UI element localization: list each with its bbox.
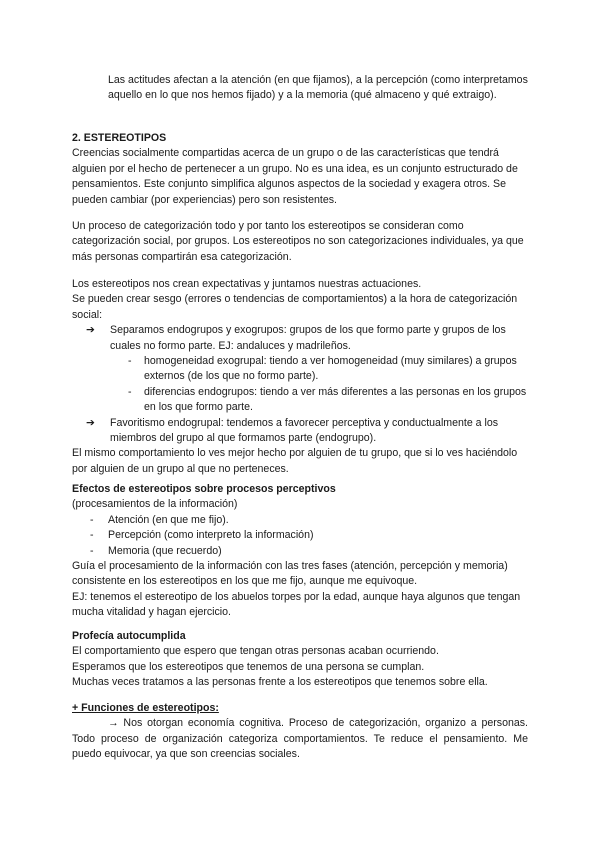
- paragraph: El comportamiento que espero que tengan otras personas acaban ocurriendo.: [72, 645, 439, 658]
- paragraph: Creencias socialmente compartidas acerca de un grupo o de las características que tendrá alguien por el hecho de pertenecer a un grupo. No es una idea, es un conjunto estructurado de pensamientos. Este conjunto simplifica algunos aspectos de la sociedad y exagera otros. Se pueden cambiar (por experiencias) pero son resistentes.: [72, 147, 518, 206]
- list-item-text: Atención (en que me fijo).: [108, 513, 229, 526]
- dash-bullet-icon: -: [90, 513, 94, 526]
- effects-block: [72, 482, 528, 621]
- list-item: [72, 354, 528, 385]
- paragraph: → Nos otorgan economía cognitiva. Proceso de categorización, organizo a personas. Todo proceso de organización categoriza comportamientos. Te reduce el pensamiento. Me puedo equivocar, ya que son creencias sociales.: [72, 717, 528, 761]
- paragraph: Un proceso de categorización todo y por tanto los estereotipos se consideran como categorización social, por grupos. Los estereotipos no son categorizaciones individuales, ya que más personas compartirán esa categorización.: [72, 220, 524, 263]
- subheading-note: (procesamientos de la información): [72, 498, 238, 511]
- section-estereotipos: [72, 131, 528, 208]
- subsection-heading: + Funciones de estereotipos:: [72, 702, 219, 714]
- list-item: [72, 513, 528, 528]
- list-item: [72, 385, 528, 416]
- arrow-bullet-icon: ➔: [86, 416, 95, 429]
- dash-bullet-icon: -: [128, 355, 132, 368]
- functions-block: [72, 701, 528, 763]
- list-item-text: Favoritismo endogrupal: tendemos a favorecer perceptiva y conductualmente a los miembros del grupo al que formamos parte (endogrupo).: [110, 416, 499, 445]
- paragraph: Se pueden crear sesgo (errores o tendencias de comportamientos) a la hora de categorización social:: [72, 293, 518, 321]
- list-item-text: Percepción (como interpreto la información): [108, 529, 314, 542]
- intro-paragraph: Las actitudes afectan a la atención (en que fijamos), a la percepción (como interpretamos aquello en lo que nos hemos fijado) y a la memoria (qué almaceno y qué extraigo).: [108, 74, 528, 102]
- paragraph: Esperamos que los estereotipos que tenemos de una persona se cumplan.: [72, 660, 425, 673]
- list-item-text: diferencias endogrupos: tiendo a ver más diferentes a las personas en los grupos en los que formo parte.: [144, 385, 527, 414]
- paragraph: EJ: tenemos el estereotipo de los abuelos torpes por la edad, aunque haya algunos que tengan mucha vitalidad y hagan ejercicio.: [72, 590, 521, 619]
- paragraph: Los estereotipos nos crean expectativas y juntamos nuestras actuaciones.: [72, 278, 422, 290]
- dash-bullet-icon: -: [90, 529, 94, 542]
- list-item-text: homogeneidad exogrupal: tiendo a ver homogeneidad (muy similares) a grupos externos (de los que no formo parte).: [144, 355, 517, 383]
- prophecy-block: [72, 629, 528, 691]
- paragraph: El mismo comportamiento lo ves mejor hecho por alguien de tu grupo, que si lo ves haciéndolo por alguien de un grupo al que no perteneces.: [72, 447, 518, 475]
- list-item: [72, 528, 528, 543]
- paragraph: Muchas veces tratamos a las personas frente a los estereotipos que tenemos sobre ella.: [72, 676, 488, 689]
- bias-block: [72, 277, 528, 477]
- section-heading: 2. ESTEREOTIPOS: [72, 132, 167, 144]
- list-item: [76, 416, 528, 447]
- intro-block: [72, 73, 528, 104]
- subsection-heading: Efectos de estereotipos sobre procesos perceptivos: [72, 483, 336, 495]
- list-item-text: Separamos endogrupos y exogrupos: grupos de los que formo parte y grupos de los cuales no formo parte. EJ: andaluces y madrileños.: [110, 324, 506, 352]
- paragraph: Guía el procesamiento de la información con las tres fases (atención, percepción y memoria) consistente en los estereotipos en los que me fijo, aunque me equivoque.: [72, 560, 508, 588]
- list-item-text: Memoria (que recuerdo): [108, 544, 222, 557]
- dash-bullet-icon: -: [90, 544, 94, 557]
- list-item: [72, 544, 528, 559]
- list-item: [76, 323, 528, 354]
- arrow-bullet-icon: ➔: [86, 324, 95, 337]
- paragraph-block: [72, 219, 528, 265]
- subsection-heading: Profecía autocumplida: [72, 630, 186, 642]
- dash-bullet-icon: -: [128, 385, 132, 398]
